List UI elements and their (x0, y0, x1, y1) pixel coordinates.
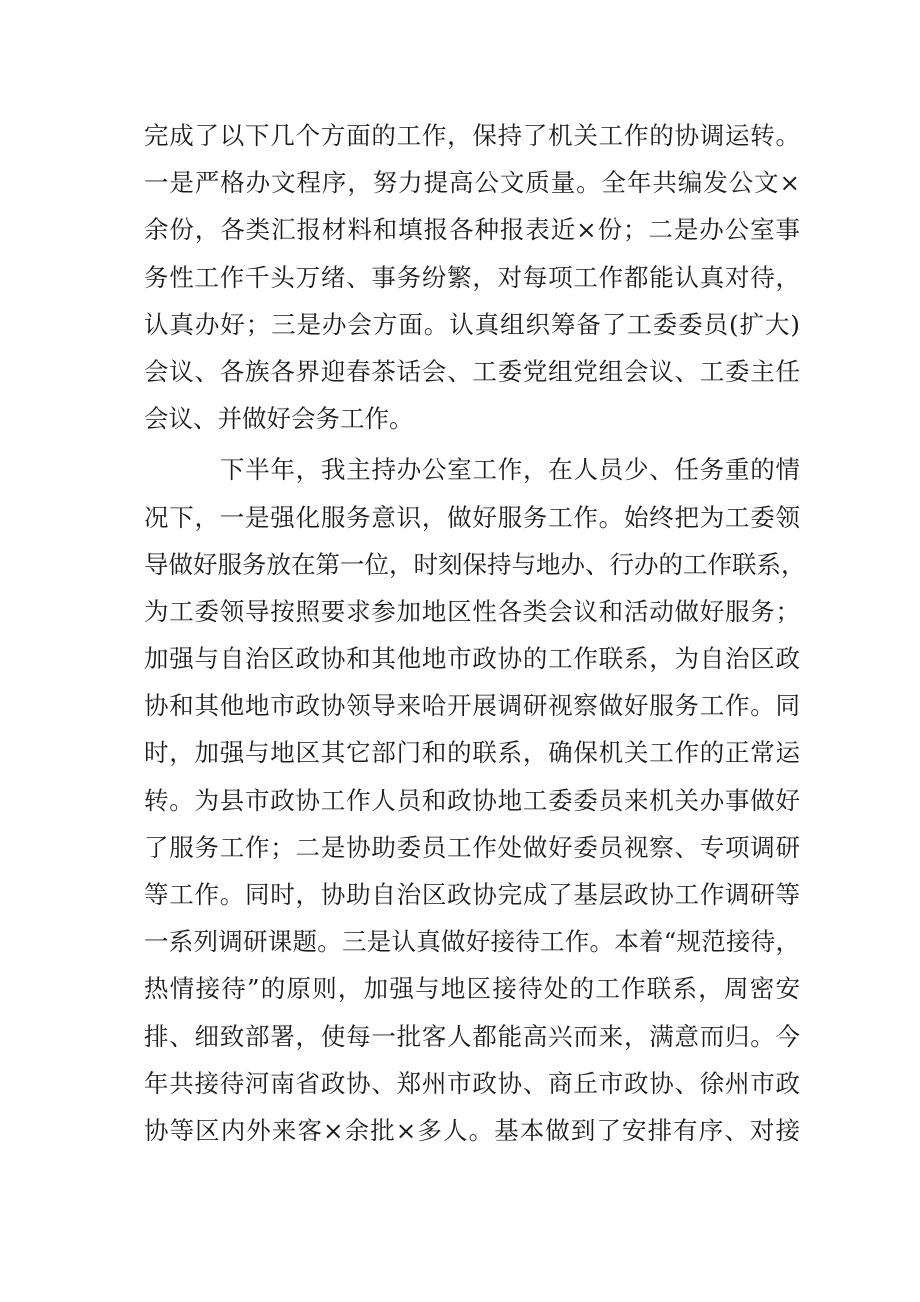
text-line: 导做好服务放在第一位，时刻保持与地办、行办的工作联系， (144, 549, 806, 579)
text-line: 一系列调研课题。三是认真做好接待工作。本着“规范接待， (144, 927, 800, 957)
document-body (144, 112, 806, 1154)
text-line: 下半年，我主持办公室工作，在人员少、任务重的情 (220, 455, 800, 485)
text-line: 完成了以下几个方面的工作，保持了机关工作的协调运转。 (144, 121, 800, 150)
paragraph-2 (144, 446, 806, 1154)
text-line: 等工作。同时，协助自治区政协完成了基层政协工作调研等 (144, 880, 800, 909)
text-line: 会议、并做好会务工作。 (144, 404, 414, 434)
text-line: 协等区内外来客×余批×多人。基本做到了安排有序、对接 (144, 1115, 800, 1145)
text-line: 余份，各类汇报材料和填报各种报表近×份；二是办公室事 (144, 215, 800, 245)
text-line: 转。为县市政协工作人员和政协地工委委员来机关办事做好 (144, 785, 800, 815)
text-line: 务性工作千头万绪、事务纷繁，对每项工作都能认真对待， (144, 262, 800, 292)
text-line: 时，加强与地区其它部门和的联系，确保机关工作的正常运 (144, 738, 800, 768)
text-line: 会议、各族各界迎春茶话会、工委党组党组会议、工委主任 (144, 356, 800, 386)
text-line: 了服务工作；二是协助委员工作处做好委员视察、专项调研 (144, 832, 800, 862)
text-line: 为工委领导按照要求参加地区性各类会议和活动做好服务； (144, 596, 800, 626)
text-line: 年共接待河南省政协、郑州市政协、商丘市政协、徐州市政 (144, 1068, 800, 1098)
text-line: 加强与自治区政协和其他地市政协的工作联系，为自治区政 (144, 644, 800, 674)
paragraph-1 (144, 112, 800, 442)
text-line: 协和其他地市政协领导来哈开展调研视察做好服务工作。同 (144, 691, 800, 721)
text-line: 热情接待”的原则，加强与地区接待处的工作联系，周密安 (144, 974, 800, 1004)
text-line: 一是严格办文程序，努力提高公文质量。全年共编发公文× (144, 168, 800, 198)
text-line: 排、细致部署，使每一批客人都能高兴而来，满意而归。今 (144, 1021, 800, 1051)
text-line: 况下，一是强化服务意识，做好服务工作。始终把为工委领 (144, 502, 800, 532)
text-line: 认真办好；三是办会方面。认真组织筹备了工委委员(扩大) (144, 309, 800, 339)
